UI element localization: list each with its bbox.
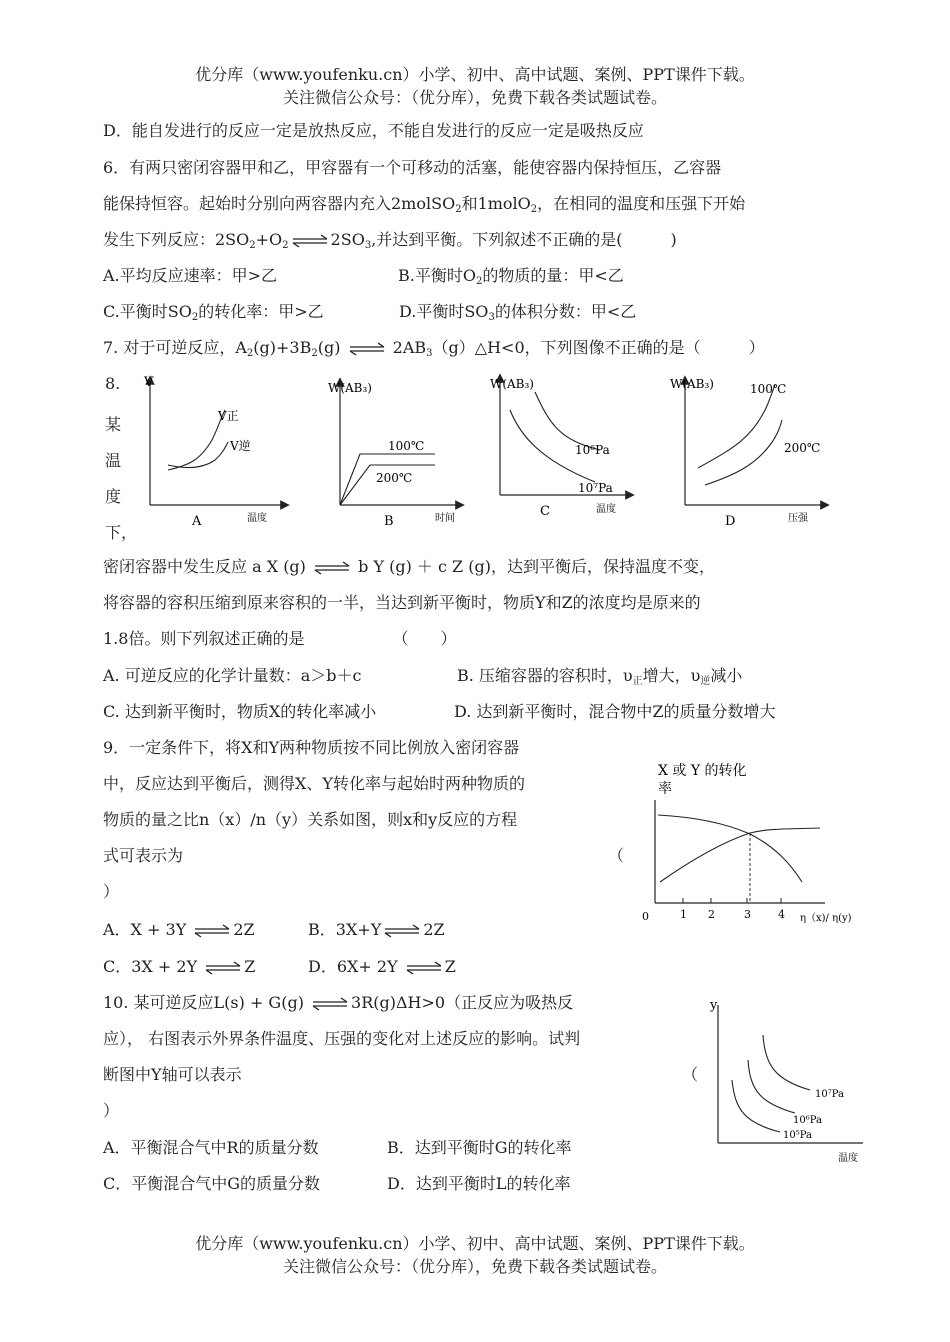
q9-option-d: D．6X+ 2Y Z bbox=[308, 957, 456, 976]
q6-line-2: 能保持恒容。起始时分别向两容器内充入2molSO$_2$和1molO$_2$，在相同的温度和压强下开始 bbox=[103, 194, 746, 215]
q8-option-c: C. 达到新平衡时，物质X的转化率减小 bbox=[103, 702, 377, 721]
figure-b bbox=[328, 381, 460, 529]
q10-option-c: C．平衡混合气中G的质量分数 bbox=[103, 1174, 321, 1193]
q10-answer-paren-close: ） bbox=[103, 1101, 120, 1120]
figure-d-label: D bbox=[725, 514, 736, 529]
q10-graph bbox=[705, 995, 870, 1165]
figure-a-ylabel: V bbox=[144, 375, 154, 390]
figure-b-curve-1: 100℃ bbox=[388, 439, 425, 453]
equilibrium-arrow-icon bbox=[383, 924, 421, 938]
q6-option-c: C.平衡时$SO_2$的转化率：甲>乙 bbox=[103, 302, 324, 323]
q8-line-1: 密闭容器中发生反应 a X (g) b Y (g) ＋ c Z (g)，达到平衡后，保持温度不变， bbox=[103, 557, 715, 576]
figure-c bbox=[490, 377, 630, 519]
q9-tick: 0 bbox=[642, 910, 649, 923]
figure-a bbox=[143, 375, 285, 529]
q10-line-1: 10. 某可逆反应L(s) + G(g) 3R(g)ΔH>0（正反应为吸热反 bbox=[103, 993, 574, 1012]
curve-v-reverse bbox=[168, 442, 228, 468]
q8-vertical-char: 度 bbox=[105, 487, 122, 506]
figure-c-ylabel: W(AB₃) bbox=[490, 377, 534, 391]
figure-b-label: B bbox=[384, 514, 394, 529]
q10-line-3: 断图中Y轴可以表示 bbox=[103, 1065, 242, 1084]
q6-option-a: A.平均反应速率：甲>乙 bbox=[103, 266, 278, 285]
q8-vertical-char: 8. bbox=[105, 374, 121, 393]
figure-b-xlabel: 时间 bbox=[435, 513, 455, 524]
curve-1e6pa bbox=[748, 1060, 795, 1113]
q9-graph-ylabel-2: 率 bbox=[658, 781, 672, 797]
curve-1e6pa bbox=[535, 392, 600, 450]
q8-option-d: D. 达到新平衡时，混合物中Z的质量分数增大 bbox=[454, 702, 776, 721]
q9-option-b: B．3X+Y 2Z bbox=[308, 920, 445, 939]
curve-1e7pa bbox=[763, 1035, 810, 1090]
q8-vertical-char: 下， bbox=[105, 523, 138, 542]
q6-option-b: B.平衡时$O_2$的物质的量：甲<乙 bbox=[398, 266, 624, 287]
q9-tick: 4 bbox=[778, 908, 785, 921]
q10-graph-curve-2: 10⁶Pa bbox=[793, 1115, 822, 1126]
figure-a-label: A bbox=[192, 514, 202, 529]
equilibrium-arrow-icon bbox=[204, 961, 242, 975]
q9-graph bbox=[630, 755, 890, 930]
figure-c-label: C bbox=[540, 504, 550, 519]
figure-d-ylabel: W(AB₃) bbox=[670, 377, 714, 391]
figure-b-ylabel: W(AB₃) bbox=[328, 381, 372, 395]
equilibrium-arrow-icon bbox=[291, 234, 329, 248]
figure-a-xlabel: 温度 bbox=[247, 513, 267, 524]
q8-option-a: A. 可逆反应的化学计量数：a＞b＋c bbox=[103, 666, 362, 685]
q9-tick: 1 bbox=[680, 908, 687, 921]
equilibrium-arrow-icon bbox=[193, 924, 231, 938]
q10-graph-ylabel: y bbox=[710, 998, 718, 1013]
figure-c-curve-1: 10⁶Pa bbox=[575, 443, 610, 457]
q10-option-d: D．达到平衡时L的转化率 bbox=[387, 1174, 571, 1193]
footer-line-1: 优分库（www.youfenku.cn）小学、初中、高中试题、案例、PPT课件下载。 bbox=[195, 1234, 755, 1253]
q10-answer-paren-open: （ bbox=[682, 1065, 699, 1084]
q5-option-d: D．能自发进行的反应一定是放热反应，不能自发进行的反应一定是吸热反应 bbox=[103, 121, 644, 140]
q8-vertical-char: 某 bbox=[105, 415, 122, 434]
q6-line-1: 6．有两只密闭容器甲和乙，甲容器有一个可移动的活塞，能使容器内保持恒压，乙容器 bbox=[103, 158, 722, 177]
q9-tick: 3 bbox=[744, 908, 751, 921]
figure-c-curve-2: 10⁷Pa bbox=[578, 481, 613, 495]
header-line-1: 优分库（www.youfenku.cn）小学、初中、高中试题、案例、PPT课件下载。 bbox=[195, 65, 755, 84]
curve-x-conversion bbox=[658, 815, 802, 882]
footer-line-2: 关注微信公众号：（优分库），免费下载各类试题试卷。 bbox=[282, 1257, 667, 1276]
q7-stem: 7. 对于可逆反应，$A_2(g)+3B_2(g)$ $2AB_3(g)\triangle H<0$，下列图像不正确的是（ ） bbox=[103, 338, 765, 359]
q8-vertical-char: 温 bbox=[105, 451, 122, 470]
curve-200c bbox=[705, 420, 782, 485]
q9-answer-paren-close: ） bbox=[103, 882, 120, 901]
equilibrium-arrow-icon bbox=[311, 997, 349, 1011]
figure-b-curve-2: 200℃ bbox=[376, 471, 413, 485]
equilibrium-arrow-icon bbox=[405, 961, 443, 975]
q10-option-a: A．平衡混合气中R的质量分数 bbox=[103, 1138, 319, 1157]
figure-a-curve-1: V正 bbox=[218, 409, 239, 423]
q10-line-2: 应）， 右图表示外界条件温度、压强的变化对上述反应的影响。试判 bbox=[103, 1029, 581, 1048]
figure-c-xlabel: 温度 bbox=[596, 504, 616, 515]
q8-option-b: B. 压缩容器的容积时，$\upsilon_正$增大，$\upsilon_逆$减小 bbox=[457, 666, 743, 687]
q10-graph-curve-1: 10⁷Pa bbox=[815, 1089, 844, 1100]
q10-graph-curve-3: 10⁵Pa bbox=[783, 1130, 812, 1141]
q9-line-4: 式可表示为 bbox=[103, 846, 184, 865]
q9-line-1: 9．一定条件下，将X和Y两种物质按不同比例放入密闭容器 bbox=[103, 738, 520, 757]
q9-graph-ylabel-1: X 或 Y 的转化 bbox=[658, 763, 747, 779]
figure-a-curve-2: V逆 bbox=[230, 439, 251, 453]
equilibrium-arrow-icon bbox=[313, 561, 351, 575]
q9-tick: 2 bbox=[708, 908, 715, 921]
figure-d-xlabel: 压强 bbox=[788, 513, 808, 524]
q6-option-d: D.平衡时$SO_3$的体积分数：甲<乙 bbox=[399, 302, 637, 323]
q10-option-b: B．达到平衡时G的转化率 bbox=[387, 1138, 572, 1157]
curve-1e5pa bbox=[732, 1080, 780, 1132]
curve-v-forward bbox=[168, 410, 225, 470]
figure-d bbox=[670, 377, 825, 529]
q9-line-2: 中，反应达到平衡后，测得X、Y转化率与起始时两种物质的 bbox=[103, 774, 525, 793]
q9-answer-paren-open: （ bbox=[608, 846, 625, 865]
q9-option-a: A．X + 3Y 2Z bbox=[103, 920, 255, 939]
q6-line-3: 发生下列反应：$2SO_2+O_2$ $2SO_3$,并达到平衡。下列叙述不正确的是( ) bbox=[103, 230, 677, 251]
q10-graph-xlabel: 温度 bbox=[838, 1153, 858, 1164]
q8-line-3: 1.8倍。则下列叙述正确的是 （ ） bbox=[103, 629, 457, 648]
q9-line-3: 物质的量之比n（x）/n（y）关系如图，则x和y反应的方程 bbox=[103, 810, 518, 829]
q8-line-2: 将容器的容积压缩到原来容积的一半，当达到新平衡时，物质Y和Z的浓度均是原来的 bbox=[103, 593, 701, 612]
curve-100c bbox=[698, 385, 775, 468]
q7-figures bbox=[130, 370, 830, 540]
q9-graph-xlabel: η（x)/ η(y) bbox=[800, 913, 852, 924]
figure-d-curve-2: 200℃ bbox=[784, 441, 821, 455]
equilibrium-arrow-icon bbox=[348, 342, 386, 356]
header-line-2: 关注微信公众号：（优分库），免费下载各类试题试卷。 bbox=[282, 88, 667, 107]
q9-option-c: C．3X + 2Y Z bbox=[103, 957, 256, 976]
figure-d-curve-1: 100℃ bbox=[750, 382, 787, 396]
